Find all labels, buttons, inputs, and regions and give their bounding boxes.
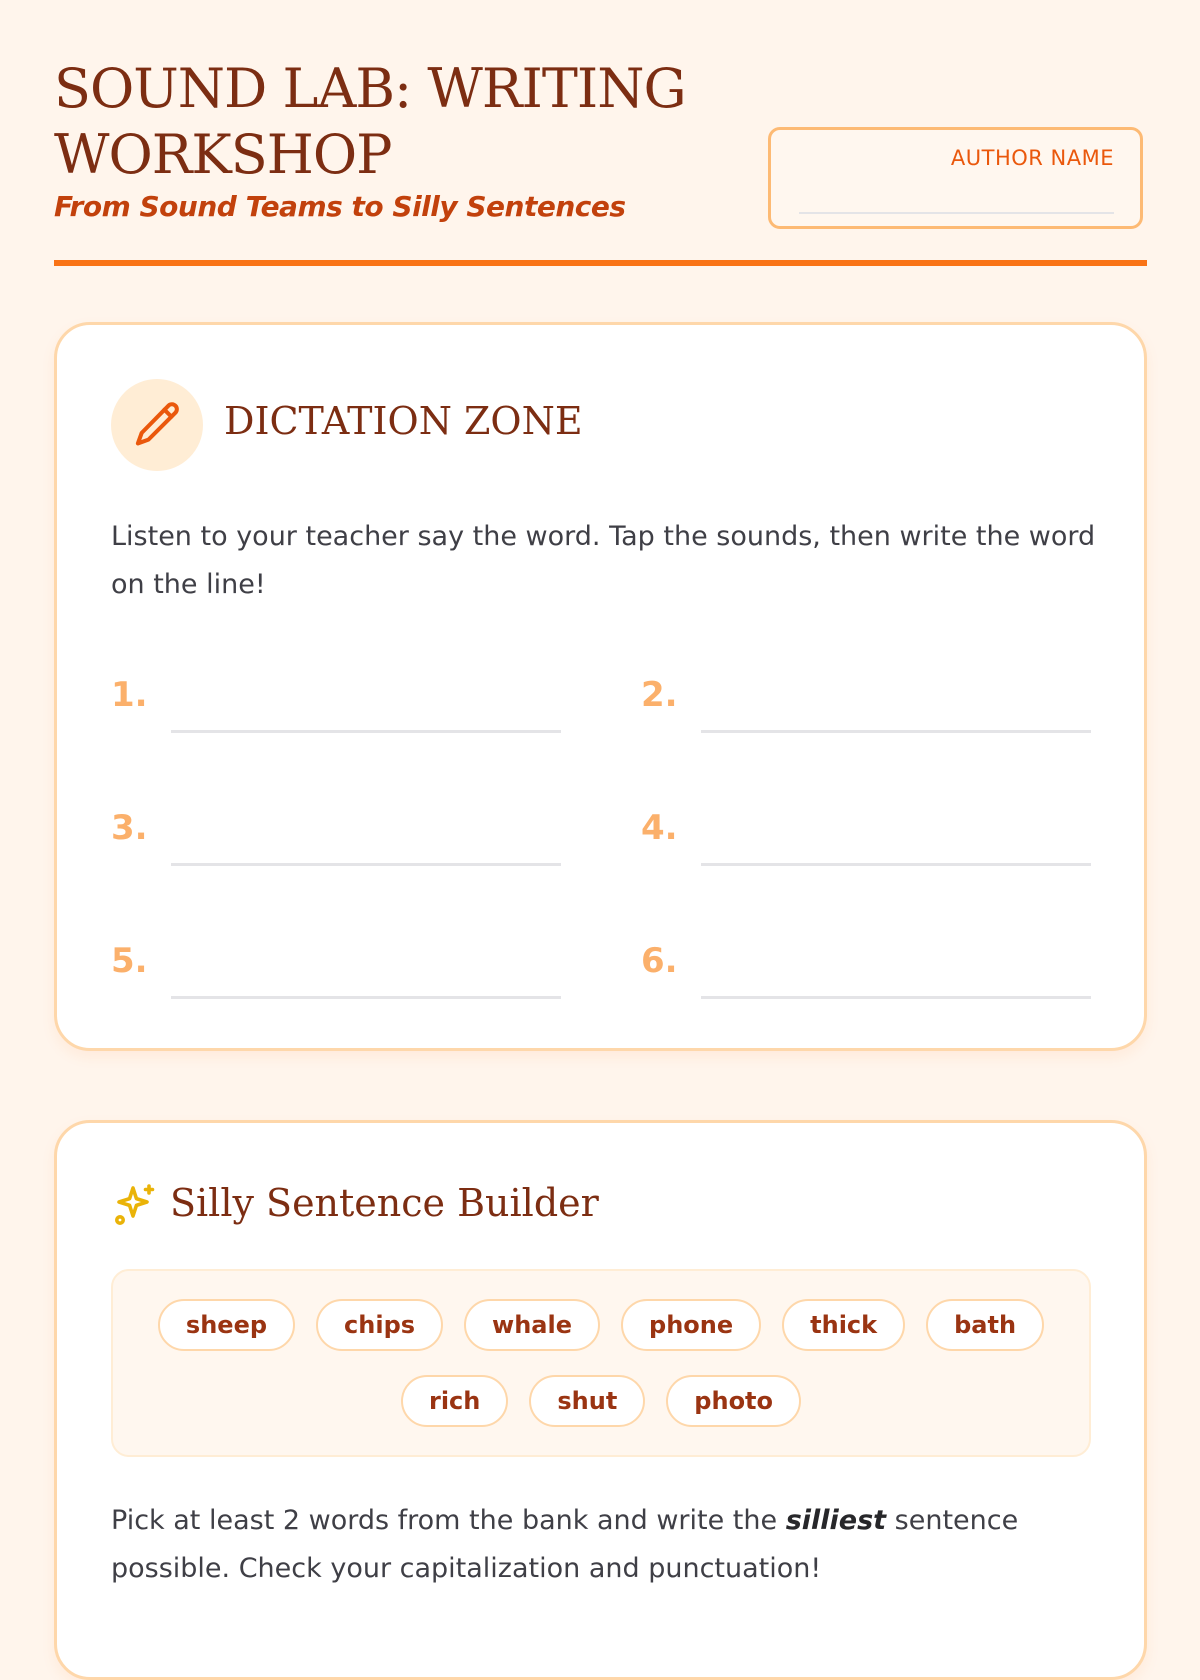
answer-line[interactable] [171, 730, 561, 733]
dictation-title: DICTATION ZONE [224, 399, 583, 443]
line-number: 1. [111, 675, 148, 715]
dictation-line-1[interactable] [111, 675, 561, 735]
word-bank [111, 1269, 1091, 1457]
dictation-line-3[interactable] [111, 808, 561, 868]
word-bank-row [113, 1299, 1089, 1351]
line-number: 6. [641, 941, 678, 981]
answer-line[interactable] [171, 996, 561, 999]
word-chip-shut[interactable]: shut [529, 1375, 645, 1427]
author-name-line [799, 212, 1114, 214]
prompt-emphasis: silliest [785, 1505, 887, 1536]
sparkle-icon [111, 1181, 159, 1229]
dictation-line-6[interactable] [641, 941, 1091, 1001]
silly-sentence-builder-card [54, 1120, 1147, 1680]
answer-line[interactable] [701, 863, 1091, 866]
word-chip-whale[interactable]: whale [464, 1299, 600, 1351]
line-number: 4. [641, 808, 678, 848]
dictation-zone-card [54, 322, 1147, 1051]
pencil-icon [111, 379, 203, 471]
line-number: 5. [111, 941, 148, 981]
sentence-prompt [111, 1497, 1101, 1593]
header-divider [54, 260, 1147, 266]
word-chip-bath[interactable]: bath [926, 1299, 1044, 1351]
line-number: 2. [641, 675, 678, 715]
header [54, 0, 1147, 268]
worksheet-page [54, 0, 1147, 1584]
dictation-line-2[interactable] [641, 675, 1091, 735]
word-chip-thick[interactable]: thick [782, 1299, 905, 1351]
dictation-line-5[interactable] [111, 941, 561, 1001]
author-name-field[interactable] [768, 127, 1143, 229]
word-chip-phone[interactable]: phone [621, 1299, 761, 1351]
page-title: SOUND LAB: WRITING WORKSHOP [54, 57, 686, 186]
word-chip-chips[interactable]: chips [316, 1299, 443, 1351]
page-subtitle: From Sound Teams to Silly Sentences [54, 190, 626, 223]
sentence-builder-title: Silly Sentence Builder [170, 1181, 599, 1225]
dictation-instructions: Listen to your teacher say the word. Tap the sounds, then write the word on the line! [111, 521, 1096, 600]
answer-line[interactable] [701, 730, 1091, 733]
answer-line[interactable] [701, 996, 1091, 999]
line-number: 3. [111, 808, 148, 848]
word-chip-photo[interactable]: photo [666, 1375, 801, 1427]
word-chip-rich[interactable]: rich [401, 1375, 508, 1427]
word-bank-row [113, 1375, 1089, 1427]
prompt-text-end: sentence possible. Check your capitalization and punctuation! [111, 1505, 1019, 1584]
prompt-text-start: Pick at least 2 words from the bank and write the [111, 1505, 786, 1536]
answer-line[interactable] [171, 863, 561, 866]
dictation-line-4[interactable] [641, 808, 1091, 868]
word-chip-sheep[interactable]: sheep [158, 1299, 295, 1351]
author-name-label: AUTHOR NAME [950, 146, 1114, 170]
